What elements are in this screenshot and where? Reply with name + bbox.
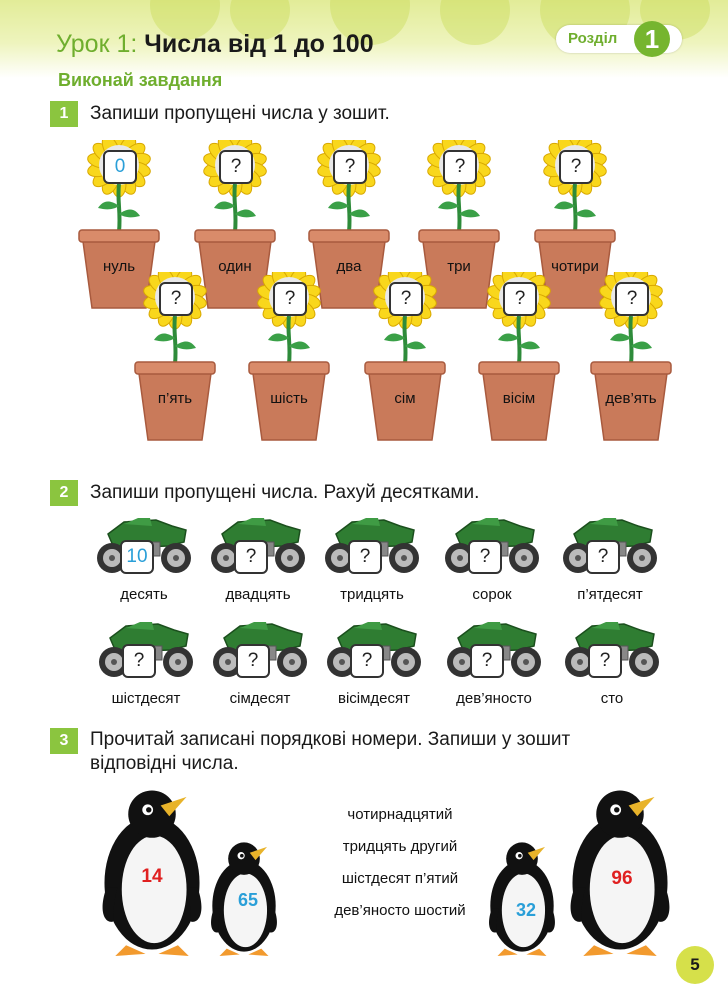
task-number: 1 (50, 101, 78, 127)
motorcycle-label: вісімдесят (337, 690, 411, 707)
task-text: Запиши пропущені числа у зошит. (90, 103, 390, 124)
number-box: ? (389, 282, 423, 316)
penguin (486, 838, 558, 956)
number-box: ? (468, 540, 502, 574)
number-box: ? (470, 644, 504, 678)
task-text: Запиши пропущені числа. Рахуй десятками. (90, 482, 480, 503)
flower-label: чотири (551, 258, 599, 275)
number-box: ? (159, 282, 193, 316)
number-box: ? (236, 644, 270, 678)
flower-pot (588, 272, 674, 442)
number-box: 10 (120, 540, 154, 574)
task-text-line1: Прочитай записані порядкові номери. Запиши у зошит (90, 729, 571, 750)
ordinal-4: дев’яносто шостий (334, 902, 466, 919)
flower-pot (132, 272, 218, 442)
motorcycle (562, 616, 662, 714)
flower-label: шість (270, 390, 308, 407)
motorcycle-label: сорок (472, 586, 512, 603)
penguin (566, 784, 674, 956)
ordinal-1: чотирнадцятий (347, 806, 453, 823)
number-box: ? (234, 540, 268, 574)
motorcycle (560, 512, 660, 610)
number-box: ? (559, 150, 593, 184)
flower-label: три (447, 258, 471, 275)
number-box: 0 (103, 150, 137, 184)
penguin-icon (486, 838, 558, 956)
page-header (0, 0, 728, 78)
number-box: ? (273, 282, 307, 316)
number-box: ? (333, 150, 367, 184)
task-number: 3 (50, 728, 78, 754)
flower-label: один (218, 258, 252, 275)
subtitle: Виконай завдання (58, 70, 223, 90)
flower-label: нуль (102, 258, 136, 275)
penguin (98, 784, 206, 956)
lesson-prefix: Урок 1: (56, 30, 138, 58)
task-text-line2: відповідні числа. (90, 753, 239, 774)
penguin-number: 96 (611, 868, 633, 889)
motorcycle (94, 512, 194, 610)
number-box: ? (122, 644, 156, 678)
number-box: ? (586, 540, 620, 574)
flower-pot (362, 272, 448, 442)
number-box: ? (350, 644, 384, 678)
motorcycle-label: тридцять (340, 586, 404, 603)
penguin-number: 65 (237, 890, 259, 910)
task-number: 2 (50, 480, 78, 506)
task-text (90, 728, 570, 776)
page-number: 5 (676, 946, 714, 984)
section-number: 1 (634, 21, 670, 57)
section-badge (556, 25, 682, 53)
motorcycle (324, 616, 424, 714)
motorcycle (96, 616, 196, 714)
motorcycle-label: двадцять (225, 586, 291, 603)
number-box: ? (615, 282, 649, 316)
lesson-title (56, 30, 374, 59)
number-box: ? (503, 282, 537, 316)
number-box: ? (348, 540, 382, 574)
motorcycle (444, 616, 544, 714)
flower-label: два (336, 258, 362, 275)
number-box: ? (219, 150, 253, 184)
flower-pot (246, 272, 332, 442)
motorcycle (322, 512, 422, 610)
motorcycle-label: дев’яносто (456, 690, 532, 707)
motorcycle-label: сто (600, 690, 624, 707)
lesson-title-text: Числа від 1 до 100 (144, 30, 374, 58)
flower-label: сім (394, 390, 416, 407)
penguin (208, 838, 280, 956)
motorcycle-label: п’ятдесят (577, 586, 643, 603)
motorcycle-label: шістдесят (111, 690, 181, 707)
motorcycle (208, 512, 308, 610)
motorcycle-label: десять (120, 586, 168, 603)
penguin-number: 14 (141, 866, 163, 887)
flower-label: п’ять (157, 390, 193, 407)
flower-label: дев’ять (605, 390, 657, 407)
motorcycle (210, 616, 310, 714)
ordinal-3: шістдесят п’ятий (341, 870, 459, 887)
number-box: ? (443, 150, 477, 184)
decor-bubble (440, 0, 510, 45)
penguin-number: 32 (515, 900, 537, 920)
section-label: Розділ (568, 30, 618, 47)
ordinal-2: тридцять другий (342, 838, 458, 855)
motorcycle-label: сімдесят (229, 690, 291, 707)
flower-label: вісім (502, 390, 536, 407)
flower-pot (476, 272, 562, 442)
motorcycle (442, 512, 542, 610)
number-box: ? (588, 644, 622, 678)
